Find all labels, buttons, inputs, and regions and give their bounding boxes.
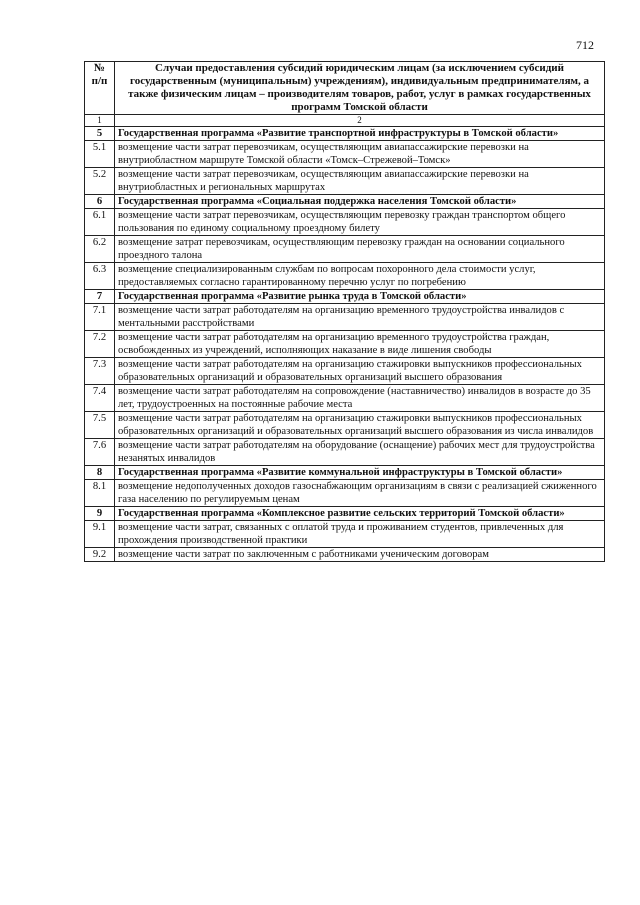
row-text: возмещение части затрат по заключенным с работниками ученическим договорам [115, 548, 605, 562]
row-number: 6 [85, 195, 115, 209]
program-title: Государственная программа «Развитие рынка труда в Томской области» [115, 290, 605, 304]
row-text: возмещение части затрат работодателям на организацию временного трудоустройства инвалидов с ментальными расстройствами [115, 304, 605, 331]
column-index-row [85, 115, 605, 127]
row-number: 7.4 [85, 385, 115, 412]
table-row [85, 548, 605, 562]
row-text: возмещение части затрат работодателям на организацию стажировки выпускников профессиональных образовательных организаций и образовательных организаций высшего образования из числа инвалидов [115, 412, 605, 439]
table-row [85, 141, 605, 168]
row-number: 7.3 [85, 358, 115, 385]
program-title: Государственная программа «Комплексное развитие сельских территорий Томской области» [115, 507, 605, 521]
row-text: возмещение специализированным службам по вопросам похоронного дела стоимости услуг, предоставляемых согласно гарантированному перечню услуг по погребению [115, 263, 605, 290]
program-title: Государственная программа «Развитие коммунальной инфраструктуры в Томской области» [115, 466, 605, 480]
row-number: 9.2 [85, 548, 115, 562]
table-row [85, 480, 605, 507]
program-row [85, 507, 605, 521]
table-row [85, 209, 605, 236]
table-row [85, 168, 605, 195]
table-row [85, 304, 605, 331]
program-row [85, 195, 605, 209]
row-text: возмещение части затрат работодателям на организацию стажировки выпускников профессиональных образовательных организаций и образовательных организаций высшего образования [115, 358, 605, 385]
row-text: возмещение недополученных доходов газоснабжающим организациям в связи с реализацией сжиженного газа населению по регулируемым ценам [115, 480, 605, 507]
row-text: возмещение части затрат работодателям на сопровождение (наставничество) инвалидов в возрасте до 35 лет, трудоустроенных на постоянные рабочие места [115, 385, 605, 412]
table-row [85, 358, 605, 385]
row-number: 5.2 [85, 168, 115, 195]
row-text: возмещение части затрат перевозчикам, осуществляющим авиапассажирские перевозки на внутриобластном маршруте Томской области «Томск–Стрежевой–Томск» [115, 141, 605, 168]
row-text: возмещение части затрат, связанных с оплатой труда и проживанием студентов, привлеченных для прохождения производственной практики [115, 521, 605, 548]
page-number: 712 [576, 38, 594, 52]
program-row [85, 466, 605, 480]
table-row [85, 331, 605, 358]
table-row [85, 439, 605, 466]
table-row [85, 385, 605, 412]
column-index-2: 2 [115, 115, 605, 127]
program-row [85, 290, 605, 304]
column-index-1: 1 [85, 115, 115, 127]
row-number: 7.1 [85, 304, 115, 331]
program-row [85, 127, 605, 141]
table-row [85, 263, 605, 290]
subsidy-cases-table [84, 61, 605, 562]
row-number: 7.6 [85, 439, 115, 466]
row-text: возмещение части затрат перевозчикам, осуществляющим авиапассажирские перевозки на внутриобластных и региональных маршрутах [115, 168, 605, 195]
row-text: возмещение затрат перевозчикам, осуществляющим перевозку граждан на основании социального проездного талона [115, 236, 605, 263]
header-cases: Случаи предоставления субсидий юридическим лицам (за исключением субсидий государственным (муниципальным) учреждениям), индивидуальным предпринимателям, а также физическим лицам – производителям товаров, работ, услуг в рамках государственных программ Томской области [115, 62, 605, 115]
program-title: Государственная программа «Социальная поддержка населения Томской области» [115, 195, 605, 209]
row-number: 6.3 [85, 263, 115, 290]
row-number: 7.2 [85, 331, 115, 358]
program-title: Государственная программа «Развитие транспортной инфраструктуры в Томской области» [115, 127, 605, 141]
table-header-row [85, 62, 605, 115]
row-text: возмещение части затрат перевозчикам, осуществляющим перевозку граждан транспортом общего пользования по единому социальному проездному билету [115, 209, 605, 236]
row-number: 5.1 [85, 141, 115, 168]
row-number: 8.1 [85, 480, 115, 507]
table-row [85, 236, 605, 263]
row-text: возмещение части затрат работодателям на оборудование (оснащение) рабочих мест для трудоустройства незанятых инвалидов [115, 439, 605, 466]
row-number: 6.2 [85, 236, 115, 263]
row-number: 9.1 [85, 521, 115, 548]
row-number: 6.1 [85, 209, 115, 236]
row-number: 7 [85, 290, 115, 304]
header-num: № п/п [85, 62, 115, 115]
row-number: 5 [85, 127, 115, 141]
table-row [85, 412, 605, 439]
row-number: 9 [85, 507, 115, 521]
table-body [85, 127, 605, 562]
row-number: 7.5 [85, 412, 115, 439]
row-text: возмещение части затрат работодателям на организацию временного трудоустройства граждан, освобожденных из учреждений, исполняющих наказание в виде лишения свободы [115, 331, 605, 358]
row-number: 8 [85, 466, 115, 480]
table-row [85, 521, 605, 548]
